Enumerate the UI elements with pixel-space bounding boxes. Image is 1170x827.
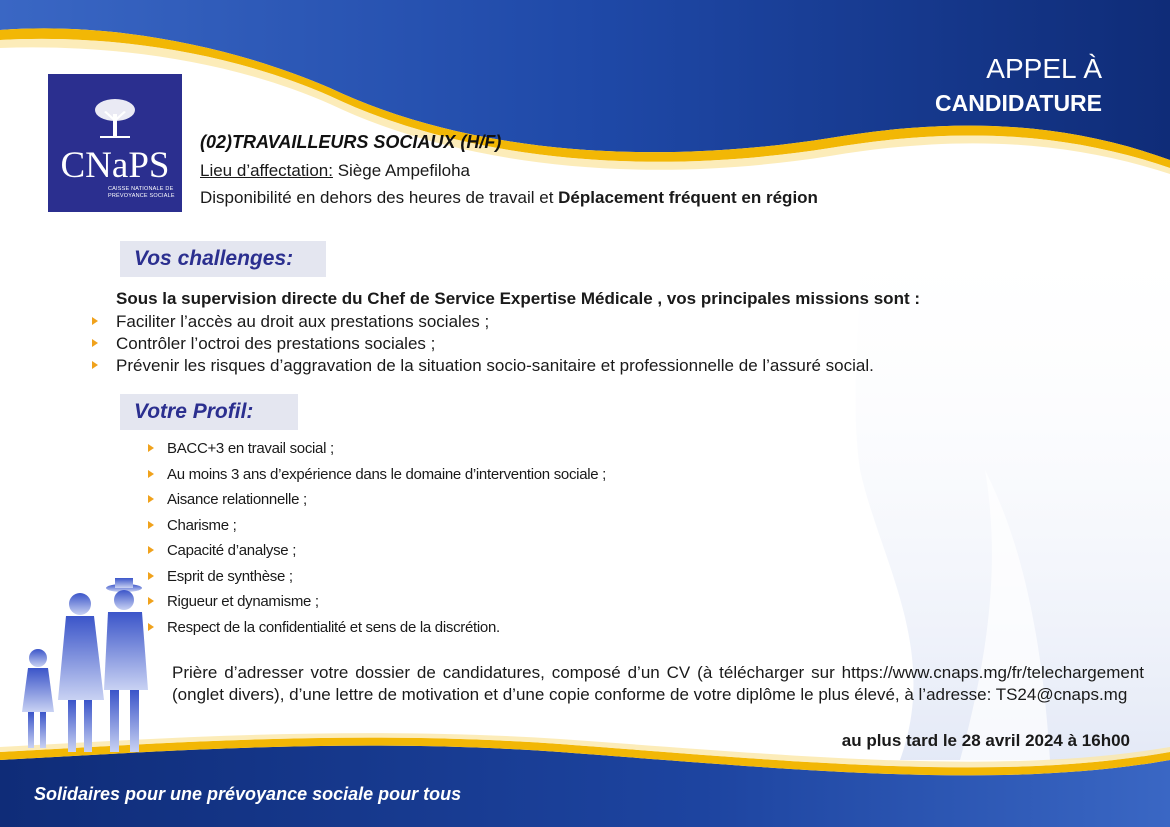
tree-icon (92, 96, 138, 140)
application-deadline: au plus tard le 28 avril 2024 à 16h00 (841, 731, 1130, 750)
job-title: (02)TRAVAILLEURS SOCIAUX (H/F) (200, 132, 502, 152)
list-item: Respect de la confidentialité et sens de la discrétion. (148, 615, 606, 641)
profile-list (148, 436, 606, 640)
call-badge (935, 52, 1102, 120)
list-item: Esprit de synthèse ; (148, 564, 606, 590)
bullet-icon (148, 495, 154, 503)
list-item: BACC+3 en travail social ; (148, 436, 606, 462)
bullet-icon (148, 572, 154, 580)
challenges-intro: Sous la supervision directe du Chef de Service Expertise Médicale , vos principales missions sont : (116, 289, 920, 308)
badge-line1: APPEL À (986, 53, 1102, 84)
family-silhouette (22, 578, 148, 752)
list-item: Au moins 3 ans d’expérience dans le domaine d’intervention sociale ; (148, 462, 606, 488)
bullet-icon (148, 623, 154, 631)
location-value: Siège Ampefiloha (332, 161, 471, 180)
bullet-icon (92, 361, 98, 369)
profile-heading: Votre Profil: (120, 394, 298, 430)
challenges-heading: Vos challenges: (120, 241, 326, 277)
application-instructions: Prière d’adresser votre dossier de candidatures, composé d’un CV (à télécharger sur https://www.cnaps.mg/fr/telechargement (onglet divers), d’une lettre de motivation et d’une copie conforme de votre diplôme le plus élevé, à l’adresse: TS24@cnaps.mg (172, 663, 1144, 704)
list-item: Charisme ; (148, 513, 606, 539)
badge-line2: CANDIDATURE (935, 90, 1102, 116)
bullet-icon (148, 597, 154, 605)
bullet-icon (92, 339, 98, 347)
bullet-icon (148, 470, 154, 478)
location-line (200, 161, 470, 181)
logo-name: CNaPS (60, 145, 170, 186)
footer-slogan: Solidaires pour une prévoyance sociale pour tous (34, 784, 462, 804)
list-item: Prévenir les risques d’aggravation de la situation socio-sanitaire et professionnelle de l’assuré social. (92, 355, 874, 377)
list-item: Aisance relationnelle ; (148, 487, 606, 513)
availability-text: Disponibilité en dehors des heures de travail et (200, 188, 559, 207)
availability-bold: Déplacement fréquent en région (558, 188, 818, 207)
list-item: Faciliter l’accès au droit aux prestations sociales ; (92, 311, 874, 333)
bullet-icon (92, 317, 98, 325)
logo-subtitle: CAISSE NATIONALE DE PRÉVOYANCE SOCIALE (108, 186, 175, 199)
location-label: Lieu d’affectation: (200, 161, 333, 180)
bullet-icon (148, 521, 154, 529)
bullet-icon (148, 444, 154, 452)
cnaps-logo (48, 74, 182, 212)
bullet-icon (148, 546, 154, 554)
list-item: Rigueur et dynamisme ; (148, 589, 606, 615)
availability-line (200, 188, 818, 208)
list-item: Capacité d’analyse ; (148, 538, 606, 564)
list-item: Contrôler l’octroi des prestations sociales ; (92, 333, 874, 355)
missions-list (92, 311, 874, 377)
